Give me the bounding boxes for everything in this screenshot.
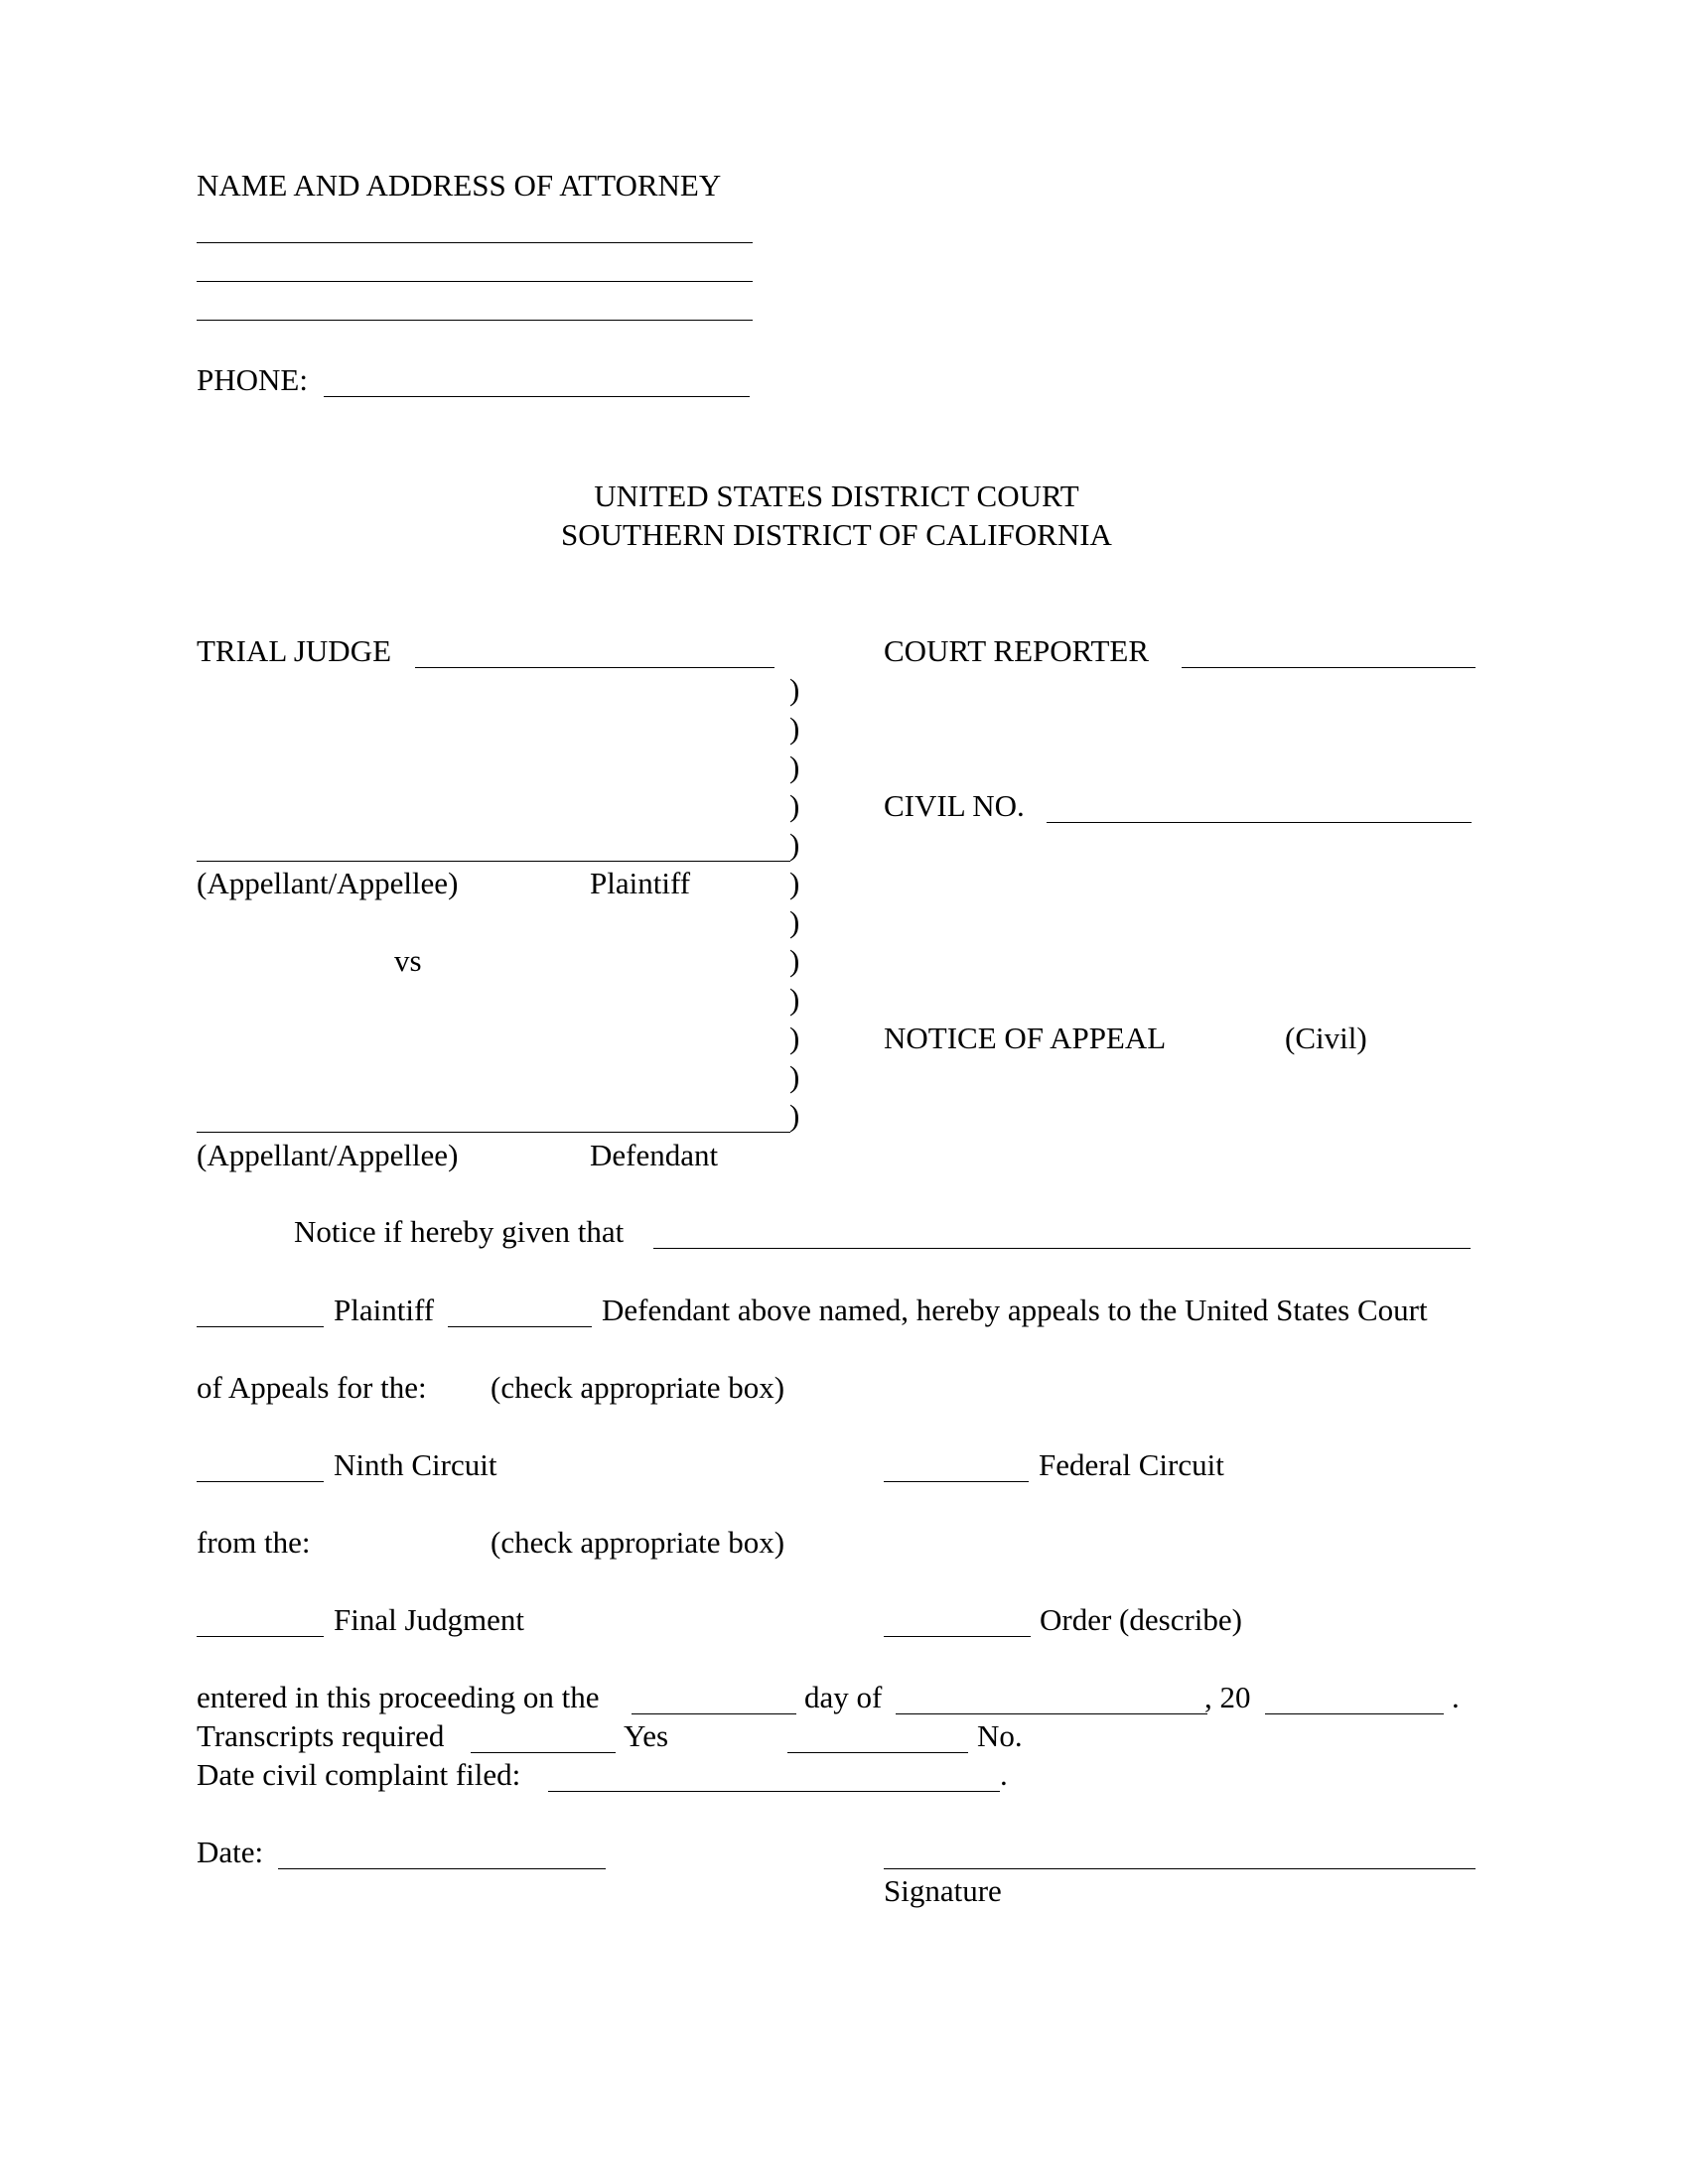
attorney-line-3[interactable]	[197, 320, 753, 321]
attorney-line-2[interactable]	[197, 281, 753, 282]
date-filed-label: Date civil complaint filed:	[197, 1757, 521, 1792]
appellant-name-field[interactable]	[653, 1248, 1471, 1249]
trial-judge-field[interactable]	[415, 667, 774, 668]
defendant-role: (Appellant/Appellee)	[197, 1138, 459, 1172]
ninth-circuit-check-field[interactable]	[197, 1481, 324, 1482]
caption-paren: )	[789, 1098, 800, 1133]
entered-text: entered in this proceeding on the	[197, 1680, 600, 1714]
notice-type: (Civil)	[1285, 1021, 1367, 1055]
versus-label: vs	[394, 943, 422, 978]
date-filed-field[interactable]	[548, 1791, 1000, 1792]
final-judgment-label: Final Judgment	[334, 1602, 525, 1637]
order-describe-label: Order (describe)	[1040, 1602, 1242, 1637]
caption-paren: )	[789, 788, 800, 823]
trial-judge-label: TRIAL JUDGE	[197, 633, 392, 668]
civil-no-label: CIVIL NO.	[884, 788, 1025, 823]
defendant-check-field[interactable]	[448, 1326, 592, 1327]
transcripts-label: Transcripts required	[197, 1718, 445, 1753]
caption-paren: )	[789, 1059, 800, 1094]
court-district: SOUTHERN DISTRICT OF CALIFORNIA	[561, 517, 1112, 552]
plaintiff-label: Plaintiff	[590, 866, 691, 900]
caption-paren: )	[789, 827, 800, 862]
check-box-instruction: (check appropriate box)	[491, 1525, 785, 1560]
appeals-for-label: of Appeals for the:	[197, 1370, 427, 1405]
year-prefix-text: , 20	[1204, 1680, 1251, 1714]
court-name: UNITED STATES DISTRICT COURT	[594, 478, 1079, 513]
entered-month-field[interactable]	[896, 1713, 1207, 1714]
transcripts-yes-field[interactable]	[471, 1752, 616, 1753]
order-check-field[interactable]	[884, 1636, 1031, 1637]
from-the-label: from the:	[197, 1525, 311, 1560]
caption-paren: )	[789, 982, 800, 1017]
caption-paren: )	[789, 750, 800, 784]
federal-circuit-label: Federal Circuit	[1039, 1447, 1224, 1482]
phone-label: PHONE:	[197, 362, 308, 397]
caption-paren: )	[789, 1021, 800, 1055]
transcripts-no-field[interactable]	[787, 1752, 968, 1753]
caption-paren: )	[789, 672, 800, 707]
federal-circuit-check-field[interactable]	[884, 1481, 1029, 1482]
plaintiff-role: (Appellant/Appellee)	[197, 866, 459, 900]
day-of-text: day of	[804, 1680, 883, 1714]
signature-label: Signature	[884, 1873, 1002, 1908]
court-reporter-field[interactable]	[1182, 667, 1476, 668]
plaintiff-option: Plaintiff	[334, 1293, 435, 1327]
entered-day-field[interactable]	[632, 1713, 796, 1714]
transcripts-no-label: No.	[977, 1718, 1023, 1753]
date-field[interactable]	[278, 1868, 606, 1869]
plaintiff-name-field[interactable]	[197, 861, 790, 862]
defendant-name-field[interactable]	[197, 1132, 790, 1133]
signature-field[interactable]	[884, 1868, 1476, 1869]
attorney-line-1[interactable]	[197, 242, 753, 243]
caption-paren: )	[789, 866, 800, 900]
notice-title: NOTICE OF APPEAL	[884, 1021, 1167, 1055]
attorney-heading: NAME AND ADDRESS OF ATTORNEY	[197, 168, 722, 203]
entered-year-field[interactable]	[1265, 1713, 1444, 1714]
civil-no-field[interactable]	[1047, 822, 1472, 823]
final-judgment-check-field[interactable]	[197, 1636, 324, 1637]
court-reporter-label: COURT REPORTER	[884, 633, 1149, 668]
plaintiff-check-field[interactable]	[197, 1326, 324, 1327]
notice-given-text: Notice if hereby given that	[294, 1214, 625, 1249]
period: .	[1000, 1757, 1008, 1792]
defendant-option: Defendant above named, hereby appeals to the United States Court	[602, 1293, 1428, 1327]
defendant-label: Defendant	[590, 1138, 719, 1172]
date-label: Date:	[197, 1835, 264, 1869]
check-box-instruction: (check appropriate box)	[491, 1370, 785, 1405]
caption-paren: )	[789, 711, 800, 746]
caption-paren: )	[789, 943, 800, 978]
transcripts-yes-label: Yes	[624, 1718, 669, 1753]
period: .	[1452, 1680, 1460, 1714]
phone-field[interactable]	[324, 396, 750, 397]
caption-paren: )	[789, 904, 800, 939]
ninth-circuit-label: Ninth Circuit	[334, 1447, 497, 1482]
